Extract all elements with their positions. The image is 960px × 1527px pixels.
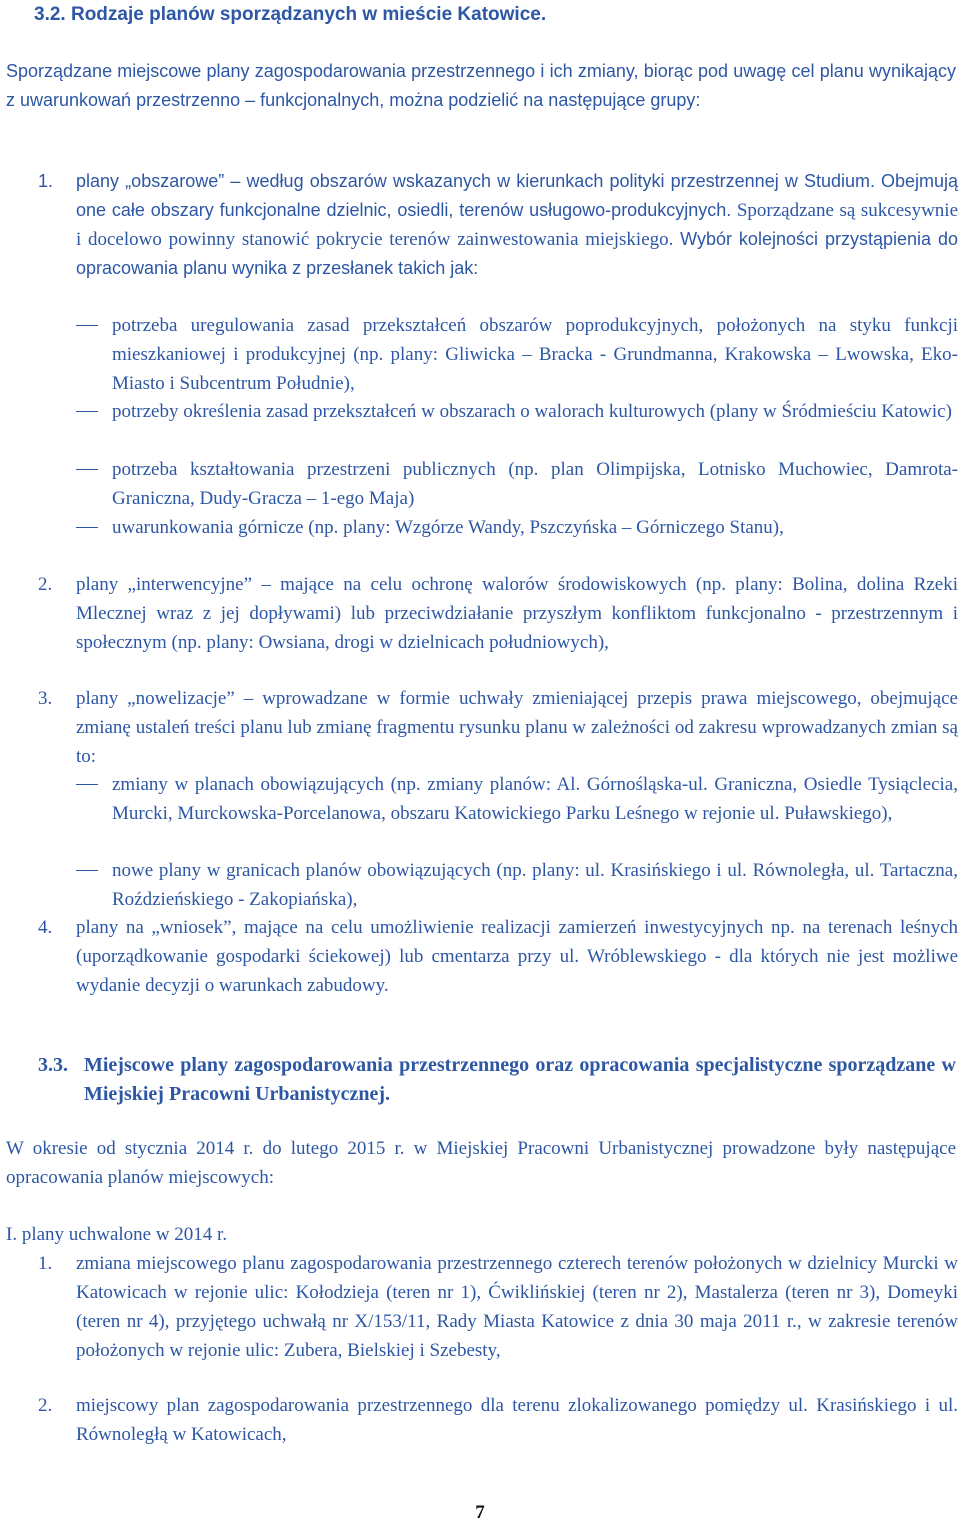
dash-text: zmiany w planach obowiązujących (np. zmiany planów: Al. Górnośląska-ul. Graniczna, Osiedle Tysiąclecia, Murcki, Murckowska-Porcelanowa, obszaru Katowickiego Parku Leśnego w rejonie ul. Puławskiego), [112,774,958,824]
dash-marker [76,455,100,484]
section-title: Miejscowe plany zagospodarowania przestrzennego oraz opracowania specjalistyczne sporządzane w Miejskiej Pracowni Urbanistycznej. [84,1054,956,1105]
dash-text: potrzeba uregulowania zasad przekształceń obszarów poprodukcyjnych, położonych na styku funkcji mieszkaniowej i produkcyjnej (np. plany: Gliwicka – Bracka - Grundmanna, Krakowska – Lwowska, Eko-Miasto i Subcentrum Południe), [112,315,958,394]
dash-item [76,311,958,398]
list-heading-I: I. plany uchwalone w 2014 r. [6,1224,228,1245]
list-I-item-2 [38,1391,958,1449]
list-item-3 [38,684,958,771]
list-I-item-1 [38,1249,958,1365]
section-number: 3.3. [38,1054,68,1076]
period-paragraph: W okresie od stycznia 2014 r. do lutego 2015 r. w Miejskiej Pracowni Urbanistycznej prowadzone były następujące opracowania planów miejscowych: [6,1138,956,1188]
list-item-2 [38,570,958,657]
dash-item [76,513,958,542]
dash-item [76,770,958,828]
dash-marker [76,311,100,340]
dash-text: uwarunkowania górnicze (np. plany: Wzgórze Wandy, Pszczyńska – Górniczego Stanu), [112,517,784,538]
list-item-4 [38,913,958,1000]
list-number: 2. [38,574,53,595]
dash-item [76,856,958,914]
list-number: 3. [38,688,53,709]
item1-text-a: plany „obszarowe” – według obszarów wskazanych w kierunkach polityki przestrzennej w Studium. [76,171,876,191]
dash-item [76,397,958,426]
item4-text: plany na „wniosek”, mające na celu umożliwienie realizacji zamierzeń inwestycyjnych np. na terenach leśnych (uporządkowanie gospodarki ściekowej) lub cmentarza przy ul. Wróblewskiego - dla których nie jest możliwe wydanie decyzji o warunkach zabudowy. [76,917,958,996]
dash-text: potrzeba kształtowania przestrzeni publicznych (np. plan Olimpijska, Lotnisko Muchowiec, Damrota-Graniczna, Dudy-Gracza – 1-ego Maja) [112,459,958,509]
page-number: 7 [475,1502,485,1523]
dash-text: nowe plany w granicach planów obowiązujących (np. plany: ul. Krasińskiego i ul. Równoległa, ul. Tartaczna, Roździeńskiego - Zakopiańska), [112,860,958,910]
list-number: 1. [38,171,54,191]
dash-marker [76,397,100,426]
item2-text: plany „interwencyjne” – mające na celu ochronę walorów środowiskowych (np. plany: Bolina, dolina Rzeki Mlecznej wraz z jej dopływami) lub przeciwdziałanie przyszłym konfliktom funkcjonalno - przestrzennym i społecznym (np. plany: Owsiana, drogi w dzielnicach południowych), [76,574,958,653]
dash-marker [76,856,100,885]
list-I-item-text: zmiana miejscowego planu zagospodarowania przestrzennego czterech terenów położonych w dzielnicy Murcki w Katowicach w rejonie ulic: Kołodzieja (teren nr 1), Ćwiklińskiej (teren nr 2), Mastalerza (teren nr 3), Domeyki (teren nr 4), przyjętego uchwałą nr X/153/11, Rady Miasta Katowice z dnia 30 maja 2011 r., w zakresie terenów położonych w rejonie ulic: Zubera, Bielskiej i Szebesty, [76,1253,958,1361]
dash-marker [76,513,100,542]
dash-text: potrzeby określenia zasad przekształceń w obszarach o walorach kulturowych (plany w Śródmieściu Katowic) [112,401,952,422]
list-number: 2. [38,1395,53,1416]
item3-text: plany „nowelizacje” – wprowadzane w formie uchwały zmieniającej przepis prawa miejscowego, obejmujące zmianę ustaleń treści planu lub zmianę fragmentu rysunku planu w zależności od zakresu wprowadzanych zmian są to: [76,688,958,767]
item1-text-c: Sporządzane są sukcesywnie i docelowo powinny stanowić pokrycie terenów zainwestowania miejskiego. [76,200,958,250]
dash-item [76,455,958,513]
section-heading-3-2: 3.2. Rodzaje planów sporządzanych w mieście Katowice. [34,4,547,25]
dash-marker [76,770,100,799]
intro-paragraph: Sporządzane miejscowe plany zagospodarowania przestrzennego i ich zmiany, biorąc pod uwagę cel planu wynikający z uwarunkowań przestrzenno – funkcjonalnych, można podzielić na następujące grupy: [6,61,956,110]
item1-text-d: Wybór kolejności przystąpienia do opracowania planu wynika z przesłanek takich jak: [76,229,958,278]
list-item-1 [38,167,958,283]
list-number: 4. [38,917,53,938]
list-number: 1. [38,1253,53,1274]
item1-text-b: Obejmują one całe obszary funkcjonalne dzielnic, osiedli, terenów usługowo-produkcyjnych. [76,171,959,220]
section-heading-3-3 [38,1051,956,1109]
list-I-item-text: miejscowy plan zagospodarowania przestrzennego dla terenu zlokalizowanego pomiędzy ul. Krasińskiego i ul. Równoległą w Katowicach, [76,1395,958,1445]
